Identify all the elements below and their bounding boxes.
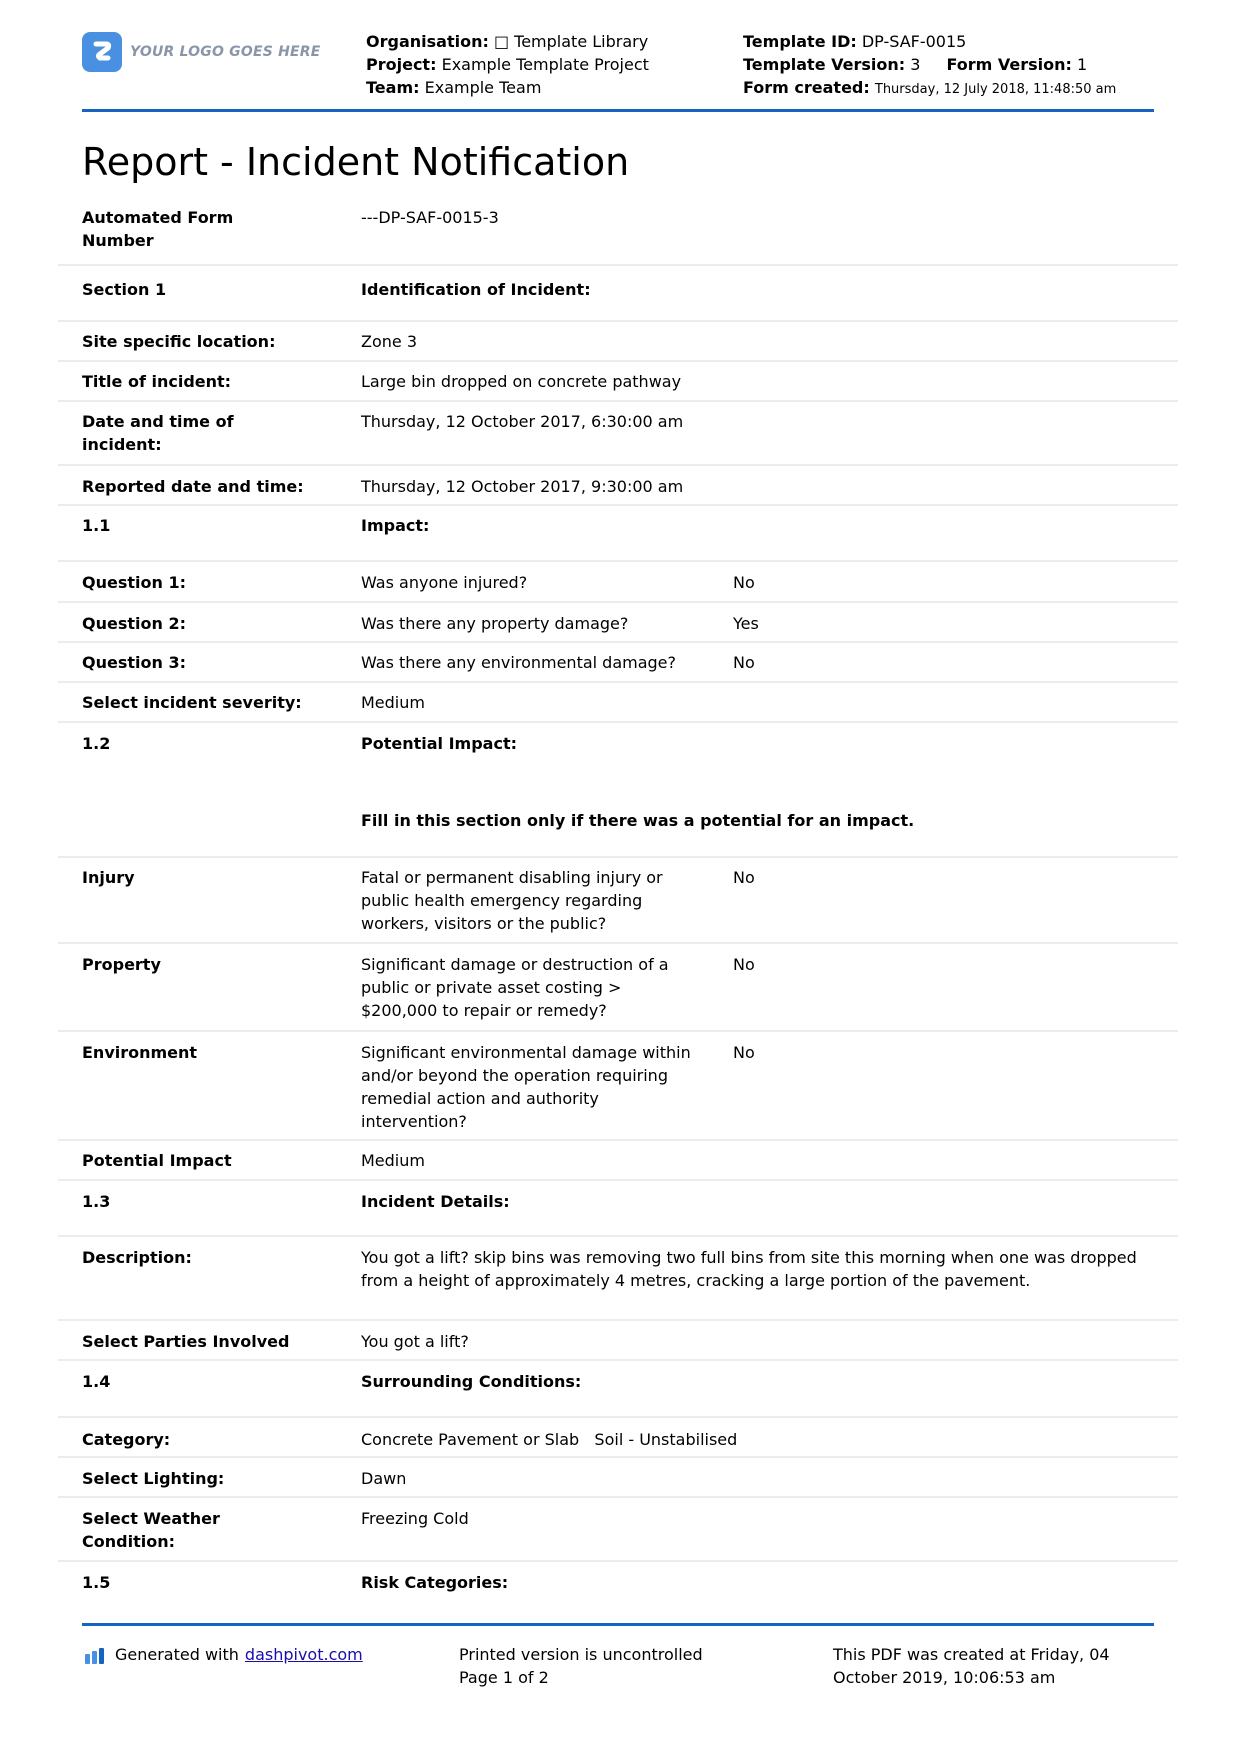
team-label: Team: bbox=[366, 78, 420, 97]
header-template-info bbox=[743, 30, 1116, 101]
printed-notice: Printed version is uncontrolled bbox=[459, 1645, 703, 1664]
form-created-label: Form created: bbox=[743, 78, 870, 97]
row-value: Potential Impact: bbox=[361, 734, 517, 753]
table-row bbox=[58, 1030, 1178, 1141]
table-row bbox=[58, 1179, 1178, 1237]
row-label: 1.2 bbox=[82, 734, 111, 753]
template-version-value: 3 bbox=[910, 55, 921, 74]
row-label: Section 1 bbox=[82, 280, 167, 299]
row-value: ---DP-SAF-0015-3 bbox=[361, 208, 499, 227]
row-label: Select Lighting: bbox=[82, 1469, 225, 1488]
row-label: Question 2: bbox=[82, 614, 186, 633]
footer-divider bbox=[82, 1623, 1154, 1626]
footer-created-info: This PDF was created at Friday, 04 October 2019, 10:06:53 am bbox=[833, 1645, 1110, 1687]
table-row bbox=[58, 1416, 1178, 1458]
row-label: Injury bbox=[82, 868, 135, 887]
row-label: Environment bbox=[82, 1043, 198, 1062]
table-row bbox=[58, 641, 1178, 683]
organisation-label: Organisation: bbox=[366, 32, 489, 51]
table-row bbox=[58, 1359, 1178, 1418]
row-label: Title of incident: bbox=[82, 372, 232, 391]
footer-generated bbox=[85, 1643, 363, 1666]
row-label: Automated Form Number bbox=[82, 208, 234, 250]
generated-prefix: Generated with bbox=[115, 1645, 239, 1664]
table-row bbox=[58, 1319, 1178, 1361]
row-value: Was there any property damage? bbox=[361, 614, 629, 633]
row-value: You got a lift? bbox=[361, 1332, 469, 1351]
row-answer: No bbox=[733, 868, 755, 887]
footer-printed-info bbox=[459, 1643, 703, 1689]
row-value: Fatal or permanent disabling injury or public health emergency regarding workers, visitors or the public? bbox=[361, 868, 663, 933]
row-label: Potential Impact bbox=[82, 1151, 232, 1170]
row-value: Concrete Pavement or Slab Soil - Unstabilised bbox=[361, 1430, 738, 1449]
project-label: Project: bbox=[366, 55, 437, 74]
company-logo bbox=[82, 32, 321, 72]
row-label: 1.4 bbox=[82, 1372, 111, 1391]
row-label: Site specific location: bbox=[82, 332, 276, 351]
logo-text: YOUR LOGO GOES HERE bbox=[130, 44, 321, 60]
row-value: Identification of Incident: bbox=[361, 280, 591, 299]
row-value: Impact: bbox=[361, 516, 430, 535]
row-value: Large bin dropped on concrete pathway bbox=[361, 372, 682, 391]
header-organisation-info bbox=[366, 30, 649, 99]
template-version-label: Template Version: bbox=[743, 55, 906, 74]
template-id-label: Template ID: bbox=[743, 32, 857, 51]
project-value: Example Template Project bbox=[441, 55, 649, 74]
row-value: Medium bbox=[361, 693, 425, 712]
row-value: Significant damage or destruction of a public or private asset costing > $200,000 to repair or remedy? bbox=[361, 955, 669, 1020]
row-label: Select Weather Condition: bbox=[82, 1509, 220, 1551]
form-version-label: Form Version: bbox=[946, 55, 1072, 74]
form-created-value: Thursday, 12 July 2018, 11:48:50 am bbox=[874, 82, 1117, 97]
table-row bbox=[58, 721, 1178, 858]
row-label: 1.5 bbox=[82, 1573, 111, 1592]
logo-icon bbox=[82, 32, 122, 72]
row-value: Medium bbox=[361, 1151, 425, 1170]
table-row bbox=[58, 1139, 1178, 1181]
row-value: Freezing Cold bbox=[361, 1509, 469, 1528]
row-label: Question 3: bbox=[82, 653, 186, 672]
row-value: Was anyone injured? bbox=[361, 573, 528, 592]
row-answer: Yes bbox=[733, 614, 759, 633]
table-row bbox=[58, 400, 1178, 466]
document-header bbox=[82, 30, 1154, 110]
row-value: Thursday, 12 October 2017, 9:30:00 am bbox=[361, 477, 684, 496]
table-row bbox=[58, 360, 1178, 402]
table-row bbox=[58, 560, 1178, 603]
table-row bbox=[58, 504, 1178, 562]
row-answer: No bbox=[733, 653, 755, 672]
row-answer: No bbox=[733, 573, 755, 592]
row-label: Question 1: bbox=[82, 573, 186, 592]
section-note: Fill in this section only if there was a potential for an impact. bbox=[361, 811, 915, 830]
row-answer: No bbox=[733, 955, 755, 974]
row-label: Category: bbox=[82, 1430, 171, 1449]
row-label: Date and time of incident: bbox=[82, 412, 234, 454]
row-label: Property bbox=[82, 955, 161, 974]
row-value: Thursday, 12 October 2017, 6:30:00 am bbox=[361, 412, 684, 431]
form-version-value: 1 bbox=[1076, 55, 1088, 74]
header-divider bbox=[82, 109, 1154, 112]
table-row bbox=[58, 464, 1178, 506]
table-row bbox=[58, 186, 1178, 266]
row-value: Surrounding Conditions: bbox=[361, 1372, 582, 1391]
team-value: Example Team bbox=[424, 78, 542, 97]
table-row bbox=[58, 942, 1178, 1032]
row-value: Incident Details: bbox=[361, 1192, 510, 1211]
row-value: Was there any environmental damage? bbox=[361, 653, 677, 672]
table-row bbox=[58, 1235, 1178, 1321]
row-label: Description: bbox=[82, 1248, 192, 1267]
row-label: Reported date and time: bbox=[82, 477, 304, 496]
table-row bbox=[58, 1456, 1178, 1498]
row-value: Zone 3 bbox=[361, 332, 417, 351]
table-row bbox=[58, 1560, 1178, 1616]
table-row bbox=[58, 320, 1178, 362]
organisation-value: □ Template Library bbox=[493, 32, 649, 51]
row-value: Risk Categories: bbox=[361, 1573, 509, 1592]
table-row bbox=[58, 681, 1178, 723]
bar-chart-icon bbox=[85, 1646, 109, 1664]
row-value: Significant environmental damage within and/or beyond the operation requiring remedial action and authority intervention? bbox=[361, 1043, 691, 1131]
page-number: Page 1 of 2 bbox=[459, 1668, 549, 1687]
row-label: Select incident severity: bbox=[82, 693, 302, 712]
row-label: 1.1 bbox=[82, 516, 111, 535]
row-value: You got a lift? skip bins was removing two full bins from site this morning when one was dropped from a height of approximately 4 metres, cracking a large portion of the pavement. bbox=[361, 1248, 1137, 1290]
row-label: Select Parties Involved bbox=[82, 1332, 290, 1351]
table-row bbox=[58, 264, 1178, 322]
row-answer: No bbox=[733, 1043, 755, 1062]
table-row bbox=[58, 856, 1178, 944]
row-label: 1.3 bbox=[82, 1192, 111, 1211]
template-id-value: DP-SAF-0015 bbox=[861, 32, 967, 51]
row-value: Dawn bbox=[361, 1469, 407, 1488]
table-row bbox=[58, 601, 1178, 643]
table-row bbox=[58, 1496, 1178, 1562]
page-title: Report - Incident Notification bbox=[82, 140, 630, 184]
dashpivot-link[interactable]: dashpivot.com bbox=[244, 1645, 363, 1664]
